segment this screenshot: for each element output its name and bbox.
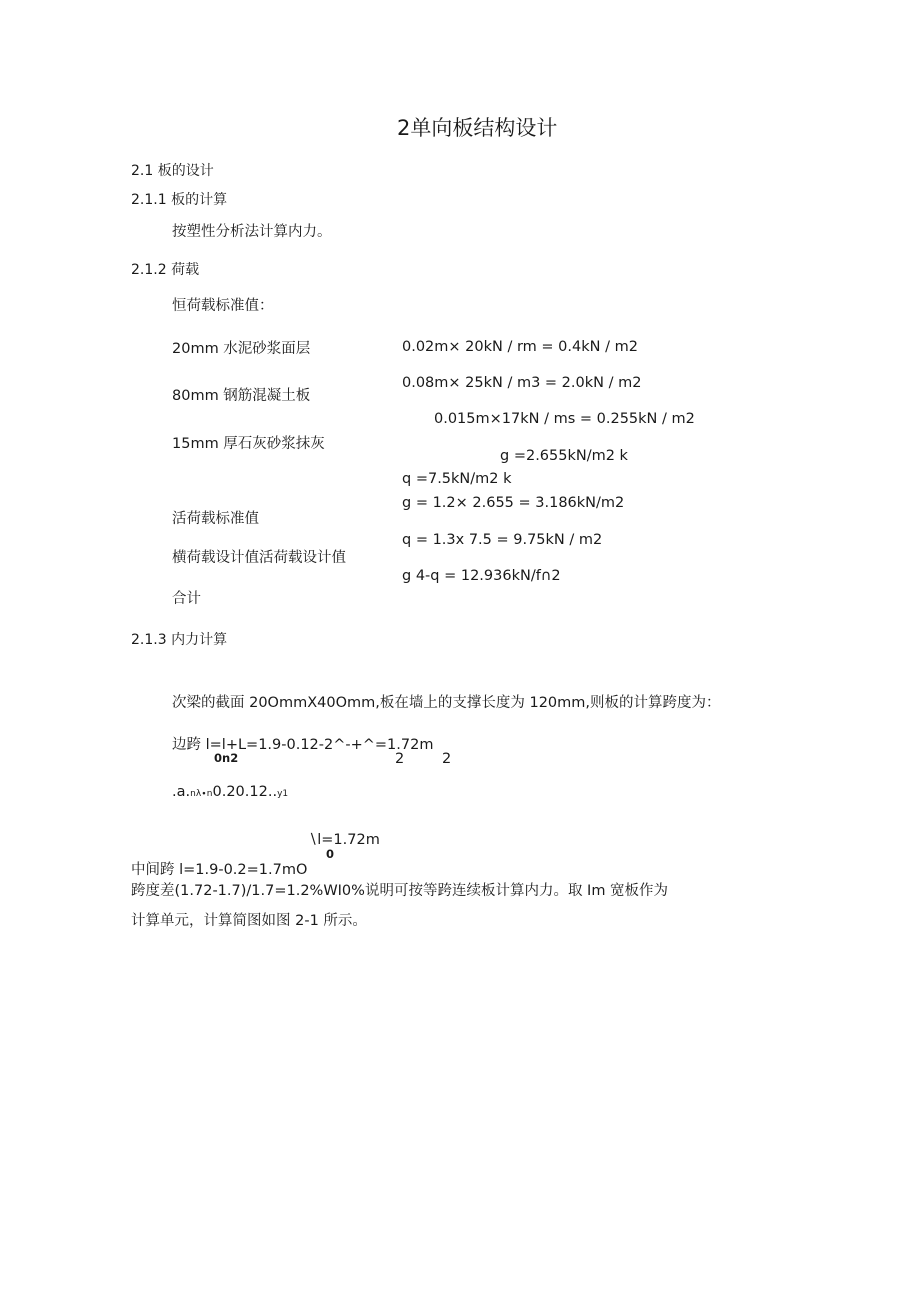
edge-span-subscript: 0n2 <box>214 751 239 765</box>
live-load-label: 活荷载标准值 <box>172 511 259 527</box>
section-2-1: 2.1 板的设计 <box>131 163 214 179</box>
garbled-part-1: .a. <box>172 784 191 800</box>
edge-span-denominator-1: 2 <box>395 751 405 767</box>
middle-span-formula: 中间跨 l=1.9-0.2=1.7mO <box>131 862 308 878</box>
formula-qk: q =7.5kN∕m2 k <box>402 471 512 487</box>
calc-unit-text: 计算单元，计算简图如图 2-1 所示。 <box>131 913 367 929</box>
edge-span-formula: 边跨 l=l+L=1.9-0.12-2^-+^=1.72m <box>172 737 434 753</box>
formula-gk: g =2.655kN∕m2 k <box>500 448 628 464</box>
edge-span-denominator-2: 2 <box>442 751 452 767</box>
dead-load-label: 恒荷载标准值： <box>172 298 274 314</box>
span-difference-text: 跨度差(1.72-1.7)/1.7=1.2%WI0%说明可按等跨连续板计算内力。取 Im 宽板作为 <box>131 883 669 899</box>
formula-g: g = 1.2× 2.655 = 3.186kN/m2 <box>402 495 625 511</box>
formula-layer-3: 0.015m×17kN / ms = 0.255kN / m2 <box>434 411 695 427</box>
span-intro-text: 次梁的截面 20OmmX40Omm,板在墙上的支撑长度为 120mm,则板的计算跨度为： <box>172 695 721 711</box>
garbled-part-1-small: nλ∙n <box>190 789 213 799</box>
garbled-part-2-small: y1 <box>277 789 289 799</box>
design-load-label: 横荷载设计值活荷载设计值 <box>172 550 346 566</box>
formula-layer-1: 0.02m× 20kN / rm = 0.4kN / m2 <box>402 339 638 355</box>
formula-q: q = 1.3x 7.5 = 9.75kN / m2 <box>402 532 603 548</box>
section-2-1-3: 2.1.3 内力计算 <box>131 632 228 648</box>
garbled-fraction-line <box>172 785 288 800</box>
load-layer-3: 15mm 厚石灰砂浆抹灰 <box>172 436 325 452</box>
section-2-1-2: 2.1.2 荷载 <box>131 262 200 278</box>
garbled-part-2: 0.20.12.. <box>212 784 278 800</box>
load-layer-1: 20mm 水泥砂浆面层 <box>172 341 311 357</box>
section-2-1-1: 2.1.1 板的计算 <box>131 192 228 208</box>
formula-layer-2: 0.08m× 25kN / m3 = 2.0kN / m2 <box>402 375 642 391</box>
formula-total: g 4-q = 12.936kN∕f∩2 <box>402 568 561 584</box>
load-layer-2: 80mm 钢筋混凝土板 <box>172 388 311 404</box>
edge-span-result: ∖l=1.72m <box>308 832 380 848</box>
page-title: 2单向板结构设计 <box>397 116 558 140</box>
total-label: 合计 <box>172 591 201 607</box>
edge-span-result-subscript: 0 <box>326 847 335 861</box>
method-text: 按塑性分析法计算内力。 <box>172 224 332 240</box>
